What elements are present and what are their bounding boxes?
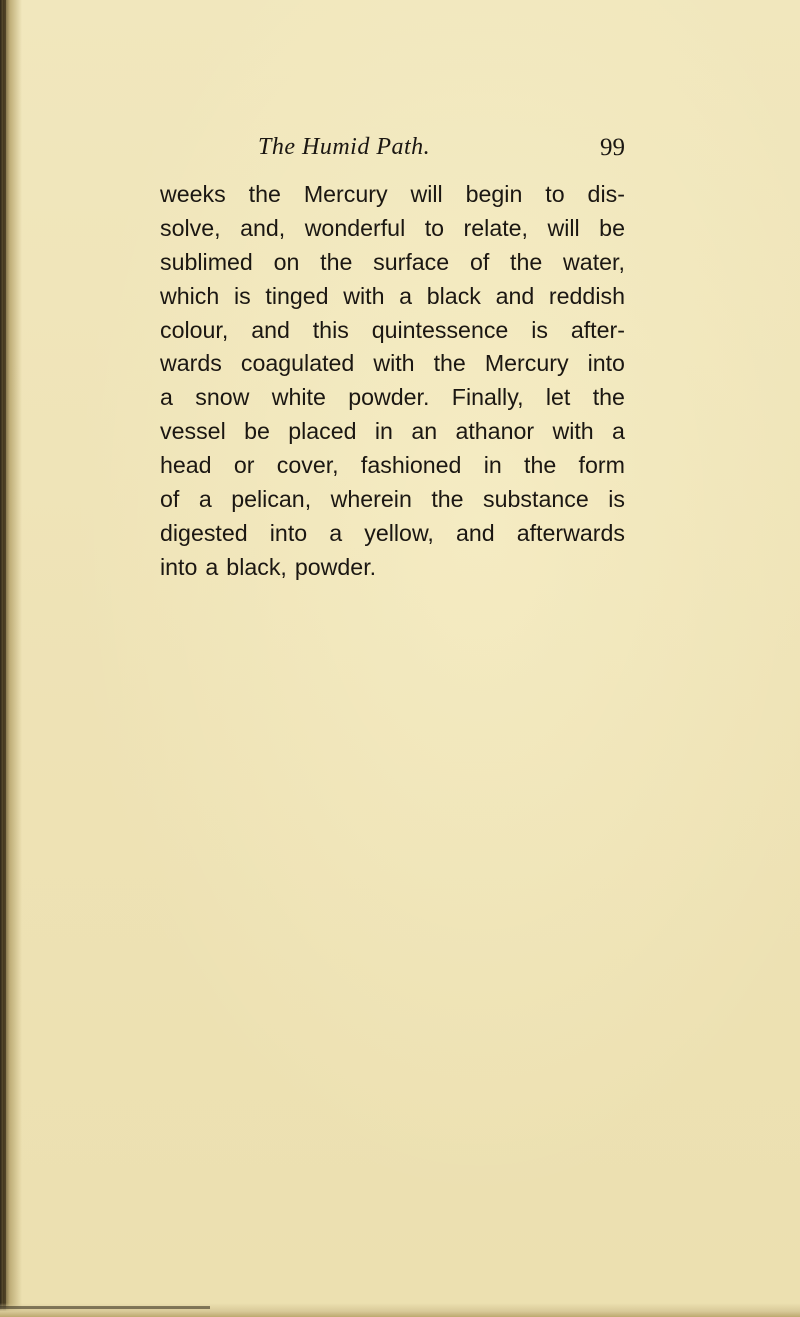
word: wards: [160, 350, 222, 377]
word: the: [433, 350, 466, 377]
word: be: [599, 214, 625, 241]
word: dis-: [587, 181, 625, 207]
word: of: [160, 486, 180, 513]
word: quintessence: [371, 316, 509, 343]
word: reddish: [548, 282, 625, 309]
text-line: [160, 347, 625, 381]
word: Mercury: [303, 181, 388, 207]
word: powder.: [348, 384, 430, 411]
word: with: [373, 350, 415, 377]
word: the: [524, 452, 557, 479]
word: let: [545, 384, 571, 411]
word: the: [320, 248, 353, 275]
word: placed: [288, 418, 357, 445]
word: wonderful: [304, 214, 406, 241]
text-line: [160, 449, 625, 483]
word: on: [273, 248, 300, 275]
word: vessel: [160, 418, 226, 445]
word: will: [410, 181, 443, 207]
word: relate,: [463, 214, 528, 241]
word: form: [578, 452, 625, 479]
word: or: [233, 452, 255, 479]
word: wherein: [330, 486, 412, 513]
word: powder.: [294, 553, 377, 580]
word: surface: [373, 248, 450, 275]
page-bottom-shadow: [0, 1306, 210, 1309]
word: is: [531, 316, 548, 343]
word: is: [608, 486, 625, 513]
word: the: [431, 486, 464, 513]
text-line: [160, 212, 625, 246]
page-number: 99: [600, 134, 625, 161]
word: will: [547, 214, 580, 241]
word: Mercury: [484, 350, 569, 377]
text-line: [160, 314, 625, 348]
binding-edge-line: [3, 0, 6, 1317]
word: in: [374, 418, 393, 445]
word: digested: [160, 519, 248, 546]
word: water,: [563, 248, 625, 275]
word: athanor: [455, 418, 535, 445]
word: in: [483, 452, 502, 479]
text-line: [160, 517, 625, 551]
word: and,: [240, 214, 286, 241]
body-text: [160, 178, 625, 585]
word: and: [455, 519, 495, 546]
word: into: [269, 519, 308, 546]
word: a: [205, 553, 219, 580]
word: of: [469, 248, 490, 275]
running-title: The Humid Path.: [258, 134, 431, 160]
word: an: [411, 418, 438, 445]
word: a: [399, 282, 413, 309]
word: be: [244, 418, 270, 445]
word: yellow,: [364, 519, 434, 546]
word: into: [160, 553, 198, 580]
text-line: [160, 415, 625, 449]
text-line: [160, 178, 625, 212]
word: tinged: [265, 282, 329, 309]
running-header: [160, 134, 625, 174]
word: which: [160, 282, 220, 309]
word: coagulated: [240, 350, 355, 377]
word: to: [424, 214, 445, 241]
word: and: [495, 282, 535, 309]
text-line: [160, 483, 625, 517]
word: with: [552, 418, 594, 445]
word: afterwards: [516, 519, 625, 546]
word: black: [426, 282, 481, 309]
word: pelican,: [231, 486, 312, 513]
word: black,: [226, 553, 287, 580]
word: a: [329, 519, 343, 546]
word: cover,: [276, 452, 339, 479]
word: after-: [570, 316, 625, 343]
word: a: [198, 486, 212, 513]
word: fashioned: [360, 452, 462, 479]
word: begin: [465, 181, 523, 207]
text-line: [160, 280, 625, 314]
word: Finally,: [451, 384, 524, 411]
word: and: [251, 316, 290, 343]
word: colour,: [160, 316, 229, 343]
word: the: [248, 181, 281, 207]
text-line: [160, 246, 625, 280]
word: the: [510, 248, 543, 275]
word: into: [587, 350, 625, 377]
word: is: [233, 282, 251, 309]
text-line: [160, 551, 625, 585]
word: with: [343, 282, 385, 309]
word: white: [271, 384, 326, 411]
word: a: [612, 418, 625, 445]
word: head: [160, 452, 212, 479]
word: sublimed: [160, 248, 253, 275]
word: a: [160, 384, 173, 411]
word: substance: [483, 486, 589, 513]
word: snow: [195, 384, 250, 411]
word: solve,: [160, 214, 221, 241]
word: the: [592, 384, 625, 411]
word: weeks: [160, 181, 226, 207]
text-line: [160, 381, 625, 415]
word: to: [545, 181, 565, 207]
word: this: [312, 316, 349, 343]
